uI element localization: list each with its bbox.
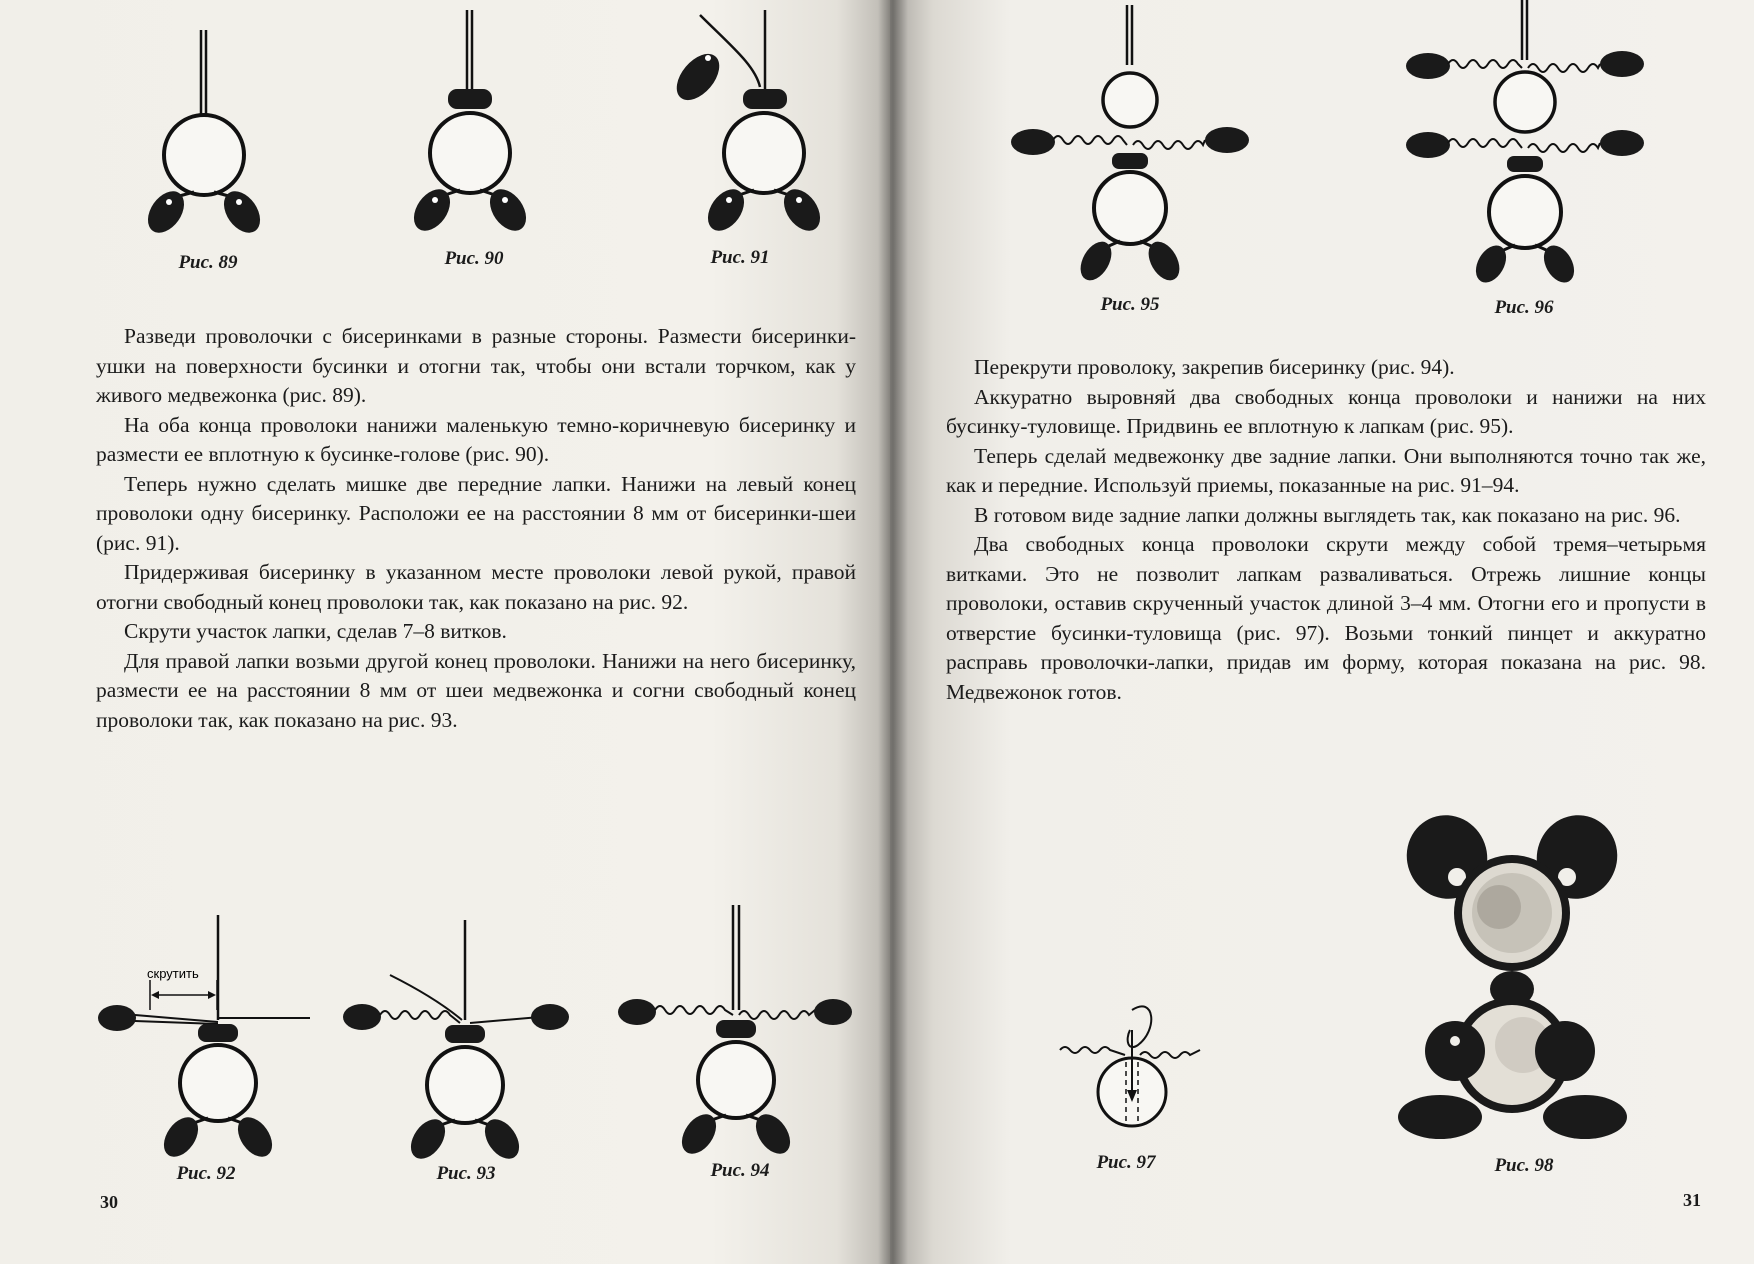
figure-95	[1005, 5, 1255, 295]
figure-91	[660, 5, 840, 235]
twist-label: скрутить	[147, 966, 199, 981]
figure-90	[405, 5, 545, 235]
paragraph: В готовом виде задние лапки должны выглядеть так, как показано на рис. 96.	[974, 502, 1681, 527]
caption-fig-95: Рис. 95	[1100, 294, 1160, 315]
caption-fig-96: Рис. 96	[1494, 297, 1554, 318]
figure-96	[1400, 0, 1650, 290]
figure-89	[140, 20, 280, 240]
paragraph: Разведи проволочки с бисеринками в разные стороны. Размести бисеринки-ушки на поверхности бусинки и отогни так, чтобы они встали торчком, как у живого медвежонка (рис. 89).	[96, 324, 856, 407]
page-number-left: 30	[100, 1192, 118, 1212]
paragraph: Теперь сделай медвежонку две задние лапки. Они выполняются точно так же, как и передние. Используй приемы, показанные на рис. 91–94.	[946, 443, 1706, 497]
left-text	[96, 322, 856, 735]
caption-fig-94: Рис. 94	[710, 1160, 770, 1181]
caption-fig-90: Рис. 90	[444, 248, 504, 269]
right-text	[946, 353, 1706, 707]
paragraph: Теперь нужно сделать мишке две передние лапки. Нанижи на левый конец проволоки одну бисеринку. Расположи ее на расстоянии 8 мм от бисеринки-шеи (рис. 91).	[96, 471, 856, 555]
paragraph: Для правой лапки возьми другой конец проволоки. Нанижи на него бисеринку, размести ее на расстоянии 8 мм от шеи медвежонка и согни свободный конец проволоки так, как показано на рис. 93.	[96, 648, 856, 732]
caption-fig-98: Рис. 98	[1494, 1155, 1554, 1176]
paragraph: Два свободных конца проволоки скрути между собой тремя–четырьмя витками. Это не позволит лапкам разваливаться. Отрежь лишние концы проволоки, оставив скрученный участок длиной 3–4 мм. Отогни его и пропусти в отверстие бусинки-туловища (рис. 97). Возьми тонкий пинцет и аккуратно расправь проволочки-лапки, придав им форму, которая показана на рис. 98. Медвежонок готов.	[946, 532, 1706, 704]
paragraph: Придерживая бисеринку в указанном месте проволоки левой рукой, правой отогни свободный конец проволоки так, как показано на рис. 92.	[96, 560, 856, 614]
paragraph: Перекрути проволоку, закрепив бисеринку (рис. 94).	[974, 355, 1455, 379]
figure-98	[1395, 815, 1635, 1155]
figure-97	[1050, 990, 1210, 1140]
figure-94	[615, 900, 865, 1160]
book-spine-shadow	[878, 0, 908, 1264]
caption-fig-91: Рис. 91	[710, 247, 770, 268]
paragraph: Аккуратно выровняй два свободных конца проволоки и нанижи на них бусинку-туловище. Придвинь ее вплотную к лапкам (рис. 95).	[946, 384, 1706, 438]
caption-fig-89: Рис. 89	[178, 252, 238, 273]
page-number-right: 31	[1683, 1190, 1701, 1210]
caption-fig-93: Рис. 93	[436, 1163, 496, 1184]
figure-92	[95, 900, 315, 1160]
paragraph: На оба конца проволоки нанижи маленькую темно-коричневую бисеринку и размести ее вплотную к бусинке-голове (рис. 90).	[96, 412, 856, 466]
paragraph: Скрути участок лапки, сделав 7–8 витков.	[124, 619, 507, 643]
caption-fig-92: Рис. 92	[176, 1163, 236, 1184]
figure-93	[340, 905, 570, 1165]
caption-fig-97: Рис. 97	[1096, 1152, 1156, 1173]
page-right	[890, 0, 1754, 1264]
